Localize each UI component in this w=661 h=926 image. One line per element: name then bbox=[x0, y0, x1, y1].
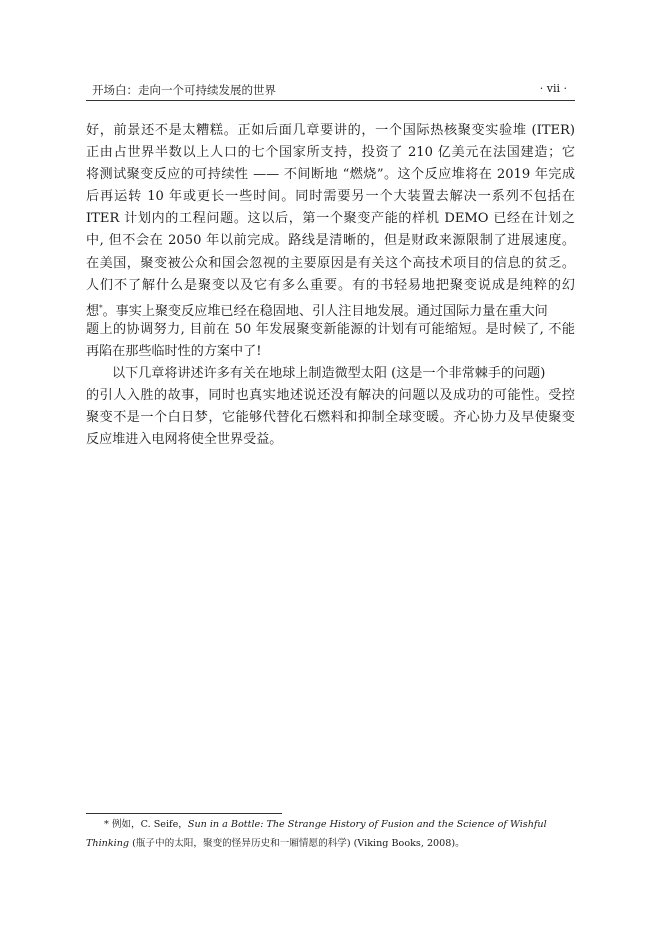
text-line: 将测试聚变反应的可持续性 —— 不间断地 “燃烧”。这个反应堆将在 2019 年完成 bbox=[86, 167, 575, 183]
text-line: ITER 计划内的工程问题。这以后，第一个聚变产能的样机 DEMO 已经在计划之 bbox=[86, 211, 575, 227]
text-line: 人们不了解什么是聚变以及它有多么重要。有的书轻易地把聚变说成是纯粹的幻 bbox=[86, 277, 575, 293]
text-line: 的引人入胜的故事，同时也真实地述说还没有解决的问题以及成功的可能性。受控 bbox=[86, 388, 575, 404]
footnote-book-title: Sun in a Bottle: The Strange History of Fusion and the Science of Wishful bbox=[187, 819, 547, 830]
footnote-prefix: 例如，C. Seife， bbox=[108, 819, 188, 830]
footnote-line bbox=[86, 834, 575, 853]
text-line: 中, 但不会在 2050 年以前完成。路线是清晰的，但是财政来源限制了进展速度。 bbox=[86, 233, 575, 249]
text-line bbox=[86, 297, 575, 319]
text-line: 好，前景还不是太糟糕。正如后面几章要讲的，一个国际热核聚变实验堆 (ITER) bbox=[86, 123, 575, 138]
text-line: 在美国，聚变被公众和国会忽视的主要原因是有关这个高技术项目的信息的贫乏。 bbox=[86, 255, 575, 271]
footnote-book-title-cont: Thinking bbox=[86, 838, 130, 849]
running-header bbox=[86, 80, 575, 101]
footnote-suffix: (瓶子中的太阳，聚变的怪异历史和一厢情愿的科学) (Viking Books, 2008)。 bbox=[129, 838, 465, 849]
text-fragment: 想 bbox=[86, 303, 100, 319]
text-line: 以下几章将讲述许多有关在地球上制造微型太阳 (这是一个非常棘手的问题) bbox=[112, 366, 546, 382]
text-fragment: 。事实上聚变反应堆已经在稳固地、引人注目地发展。通过国际力量在重大问 bbox=[102, 303, 548, 319]
chapter-title: 开场白：走向一个可持续发展的世界 bbox=[92, 83, 276, 97]
text-line: 反应堆进入电网将使全世界受益。 bbox=[86, 432, 283, 448]
footnote bbox=[86, 815, 575, 853]
text-line: 聚变不是一个白日梦，它能够代替化石燃料和抑制全球变暖。齐心协力及早使聚变 bbox=[86, 410, 575, 426]
footnote-marker: * bbox=[104, 819, 109, 830]
page-number: · vii · bbox=[539, 82, 567, 95]
text-line: 正由占世界半数以上人口的七个国家所支持，投资了 210 亿美元在法国建造；它 bbox=[86, 145, 575, 161]
body-text bbox=[86, 120, 575, 451]
text-line: 题上的协调努力, 目前在 50 年发展聚变新能源的计划有可能缩短。是时候了, 不能 bbox=[86, 321, 575, 337]
footnote-line bbox=[86, 815, 575, 834]
text-line: 再陷在那些临时性的方案中了! bbox=[86, 343, 262, 359]
footnote-reference[interactable]: * bbox=[99, 303, 103, 312]
text-line: 后再运转 10 年或更长一些时间。同时需要另一个大装置去解决一系列不包括在 bbox=[86, 189, 575, 205]
footnote-divider bbox=[86, 813, 282, 814]
